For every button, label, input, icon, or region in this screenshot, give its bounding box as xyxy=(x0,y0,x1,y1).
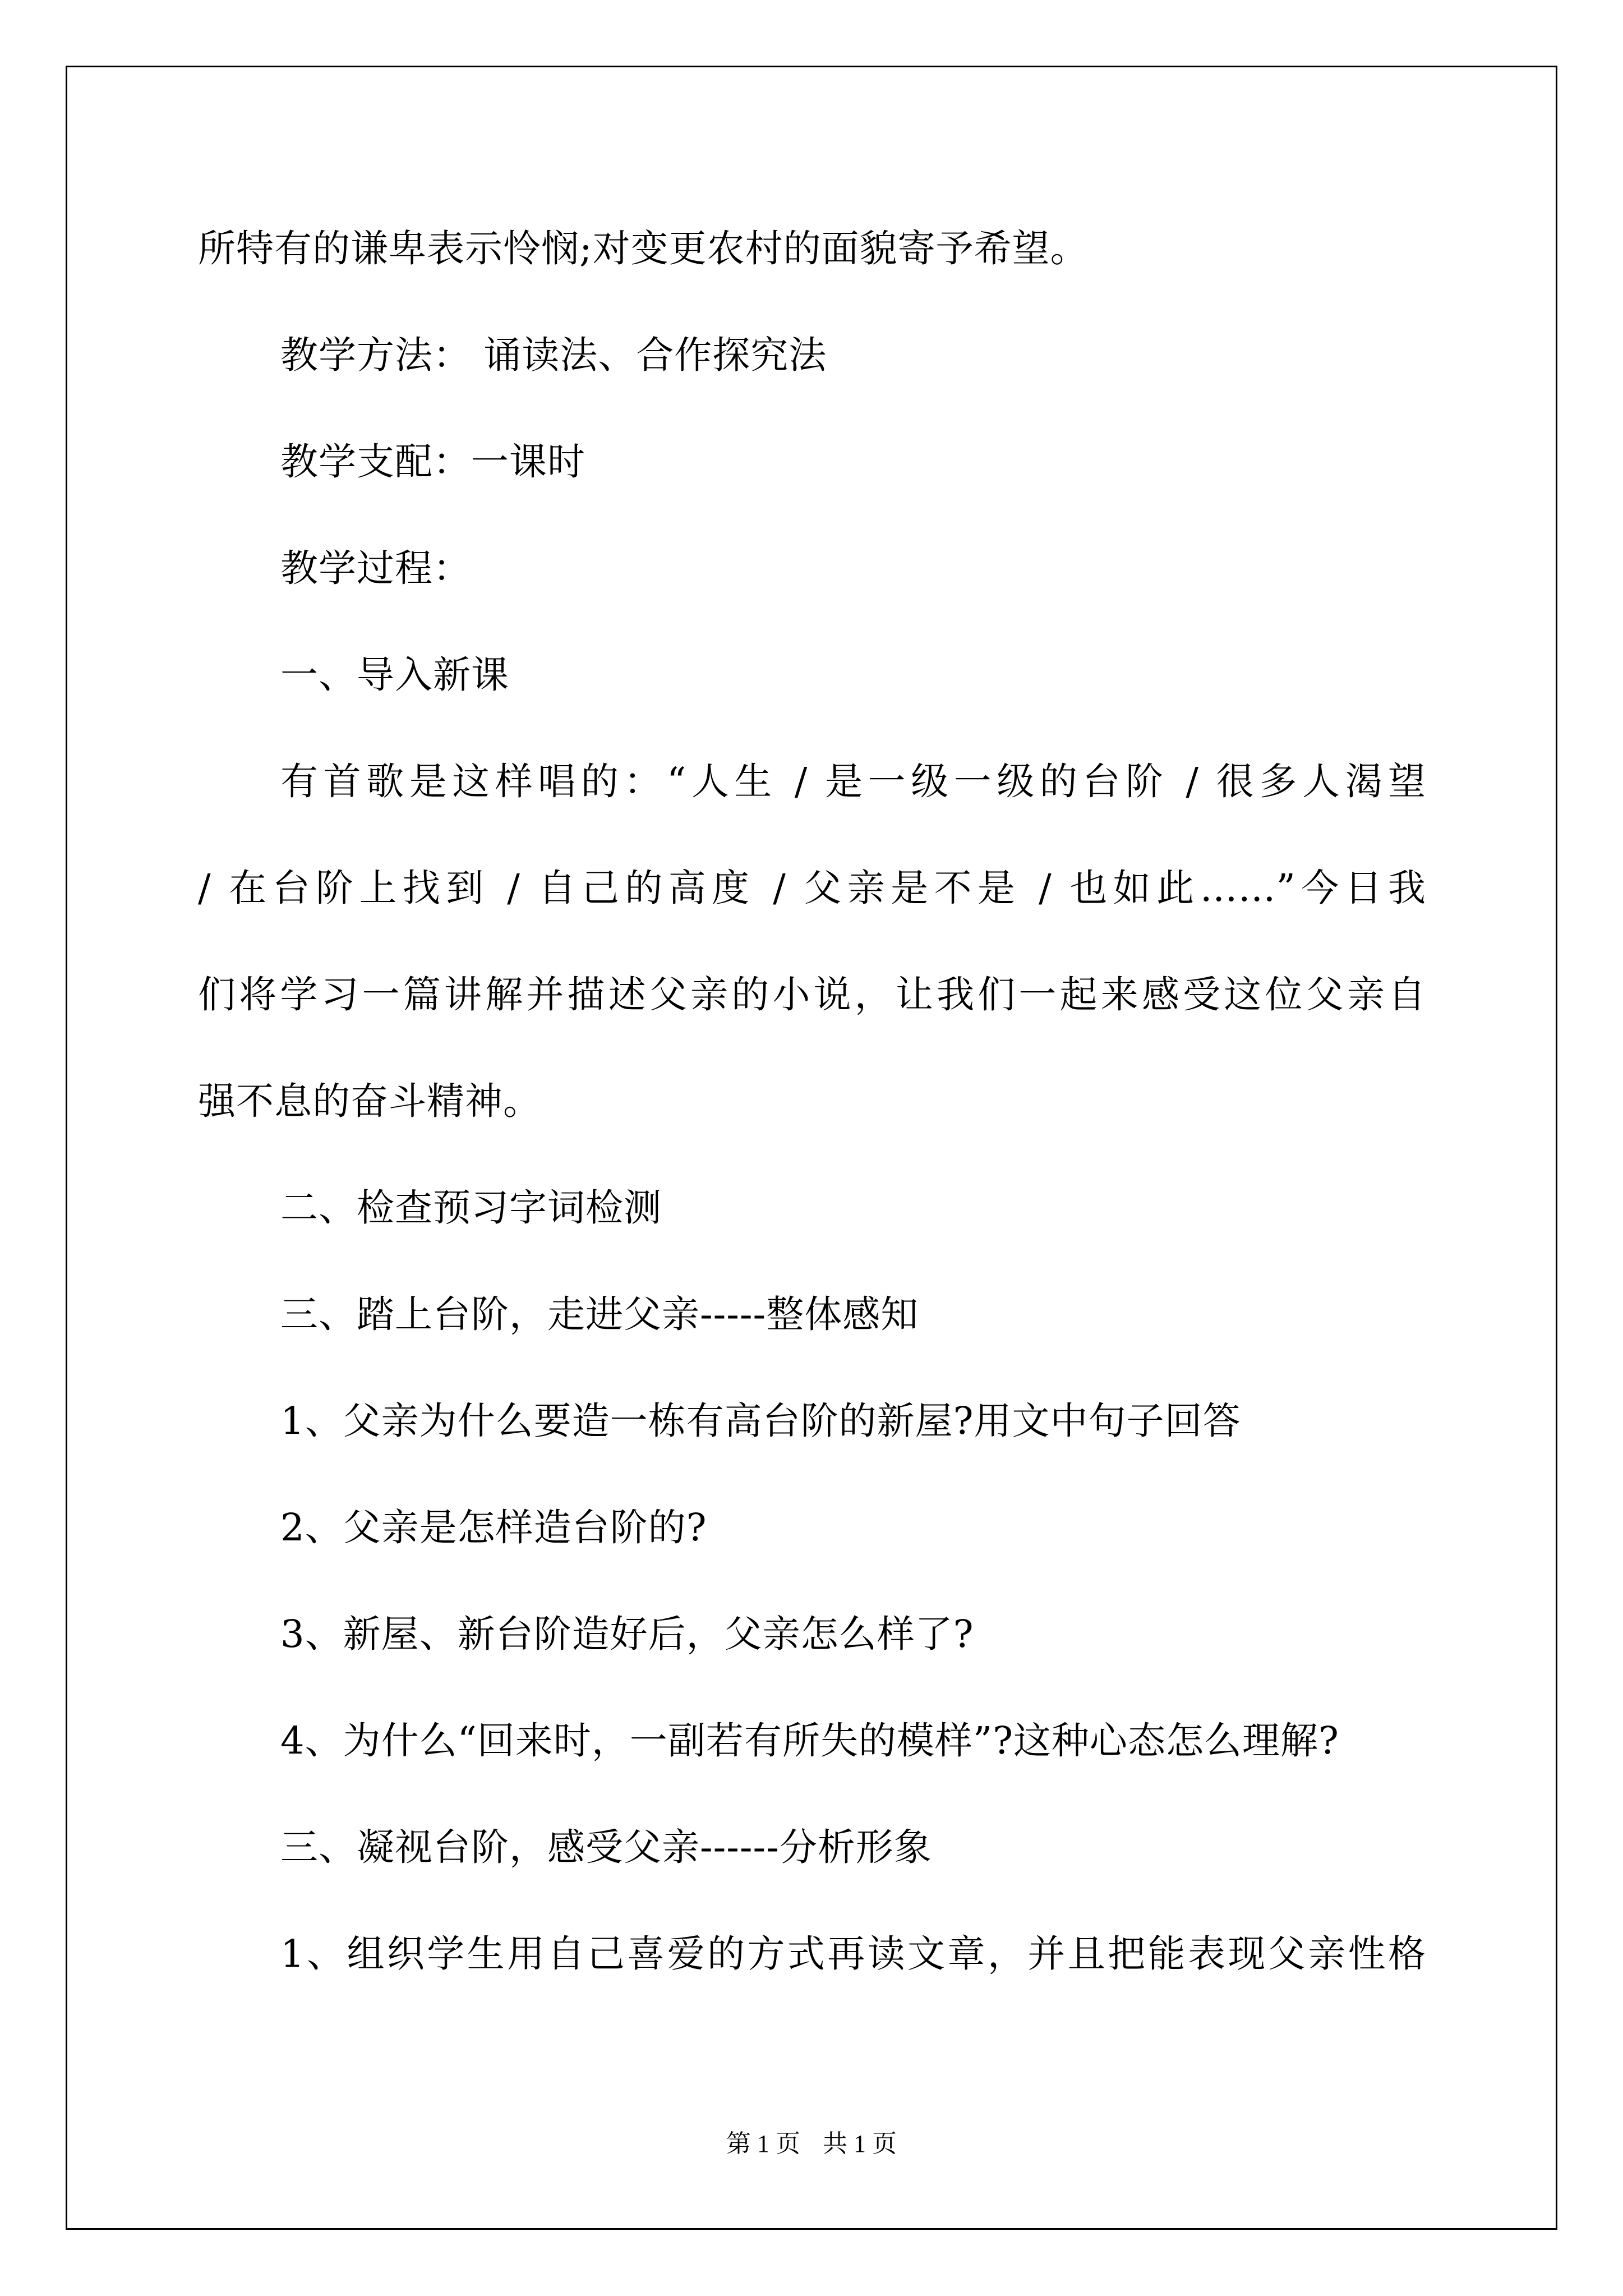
page-footer xyxy=(0,2132,1623,2156)
text-line-17: 1、组织学生用自己喜爱的方式再读文章，并且把能表现父亲性格 xyxy=(280,1932,1426,1976)
question-4: 4、为什么“回来时，一副若有所失的模样”?这种心态怎么理解? xyxy=(280,1719,1339,1763)
question-3: 3、新屋、新台阶造好后，父亲怎么样了? xyxy=(280,1612,974,1656)
text-line-2: 教学方法： 诵读法、合作探究法 xyxy=(280,333,827,377)
section-heading-2: 二、检查预习字词检测 xyxy=(280,1186,662,1230)
text-line-8: 们将学习一篇讲解并描述父亲的小说，让我们一起来感受这位父亲自 xyxy=(198,973,1426,1016)
text-line-1: 所特有的谦卑表示怜悯;对变更农村的面貌寄予希望。 xyxy=(198,227,1089,270)
section-heading-1: 一、导入新课 xyxy=(280,653,509,697)
text-line-6: 有首歌是这样唱的：“人生 / 是一级一级的台阶 / 很多人渴望 xyxy=(280,760,1426,803)
question-2: 2、父亲是怎样造台阶的? xyxy=(280,1506,707,1549)
section-heading-3: 三、踏上台阶，走进父亲-----整体感知 xyxy=(280,1292,919,1336)
text-line-4: 教学过程： xyxy=(280,546,471,590)
page-total: 共 1 页 xyxy=(823,2130,897,2157)
text-line-9: 强不息的奋斗精神。 xyxy=(198,1079,541,1123)
text-line-7: / 在台阶上找到 / 自己的高度 / 父亲是不是 / 也如此……”今日我 xyxy=(198,866,1426,910)
page-number: 第 1 页 xyxy=(726,2130,800,2157)
page-border xyxy=(66,66,1557,2230)
text-line-3: 教学支配：一课时 xyxy=(280,440,585,484)
question-1: 1、父亲为什么要造一栋有高台阶的新屋?用文中句子回答 xyxy=(280,1399,1241,1443)
section-heading-4: 三、凝视台阶，感受父亲------分析形象 xyxy=(280,1825,932,1869)
